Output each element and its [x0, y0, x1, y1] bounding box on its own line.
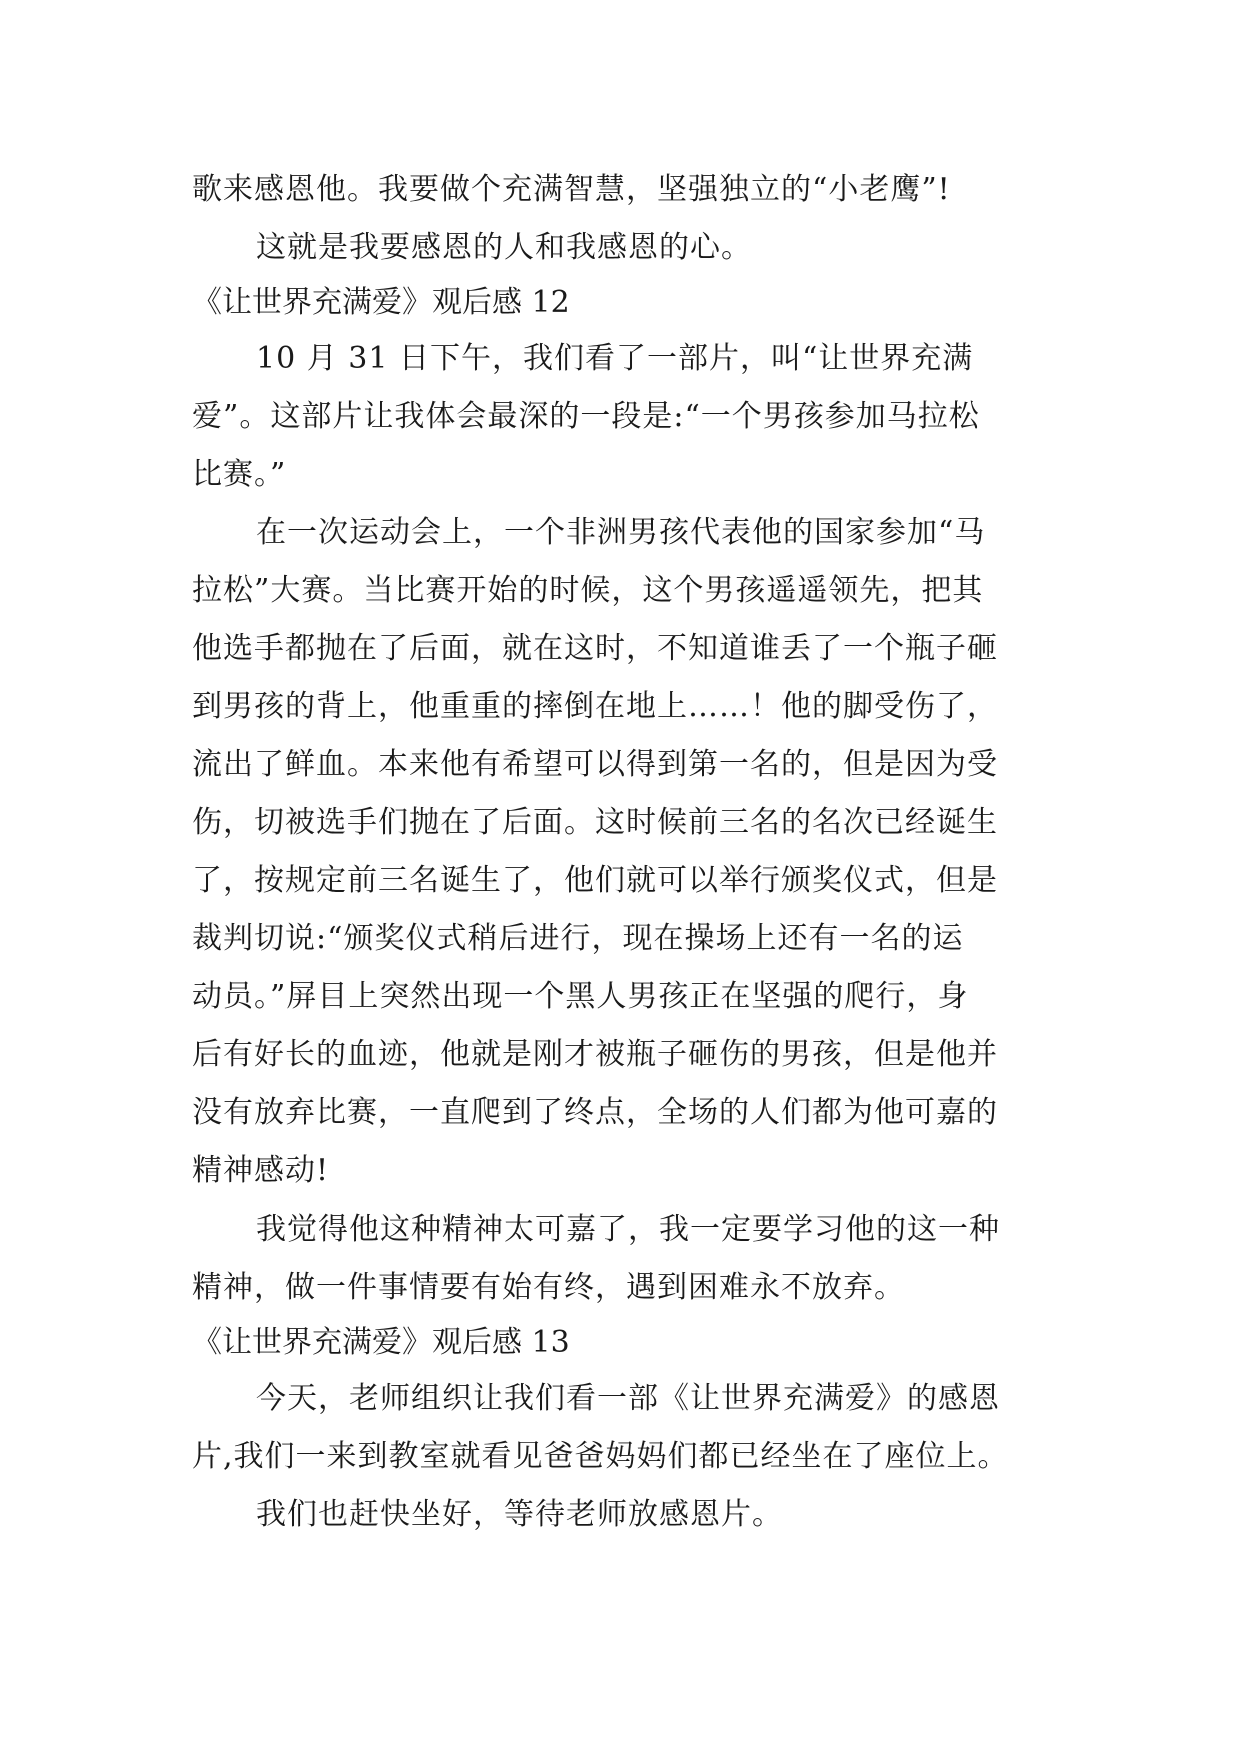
text-line: 他选手都抛在了后面，就在这时，不知道谁丢了一个瓶子砸 — [192, 631, 998, 666]
text-line: 今天，老师组织让我们看一部《让世界充满爱》的感恩 — [256, 1381, 1000, 1416]
text-line: 在一次运动会上，一个非洲男孩代表他的国家参加“马 — [256, 515, 986, 550]
text-line: 裁判切说:“颁奖仪式稍后进行，现在操场上还有一名的运 — [192, 921, 964, 956]
text-line: 歌来感恩他。我要做个充满智慧，坚强独立的“小老鹰”! — [192, 172, 951, 207]
text-line: 流出了鲜血。本来他有希望可以得到第一名的，但是因为受 — [192, 747, 998, 782]
text-line: 到男孩的背上，他重重的摔倒在地上……！他的脚受伤了， — [192, 689, 998, 724]
text-line: 这就是我要感恩的人和我感恩的心。 — [256, 230, 752, 265]
text-line: 我觉得他这种精神太可嘉了，我一定要学习他的这一种 — [256, 1212, 1000, 1247]
text-line: 比赛。” — [192, 457, 287, 492]
text-line: 动员。”屏目上突然出现一个黑人男孩正在坚强的爬行，身 — [192, 979, 969, 1014]
section-heading-13: 《让世界充满爱》观后感 13 — [192, 1325, 570, 1360]
text-line: 精神，做一件事情要有始有终，遇到困难永不放弃。 — [192, 1270, 905, 1305]
text-line: 后有好长的血迹，他就是刚才被瓶子砸伤的男孩，但是他并 — [192, 1037, 998, 1072]
text-line: 了，按规定前三名诞生了，他们就可以举行颁奖仪式，但是 — [192, 863, 998, 898]
text-line: 精神感动! — [192, 1153, 330, 1188]
text-line: 拉松”大赛。当比赛开始的时候，这个男孩遥遥领先，把其 — [192, 573, 984, 608]
text-line: 我们也赶快坐好，等待老师放感恩片。 — [256, 1497, 783, 1532]
text-line: 10 月 31 日下午，我们看了一部片，叫“让世界充满 — [256, 341, 974, 376]
text-line: 爱”。这部片让我体会最深的一段是:“一个男孩参加马拉松 — [192, 399, 980, 434]
section-heading-12: 《让世界充满爱》观后感 12 — [192, 285, 570, 320]
text-line: 没有放弃比赛，一直爬到了终点，全场的人们都为他可嘉的 — [192, 1095, 998, 1130]
text-line: 伤，切被选手们抛在了后面。这时候前三名的名次已经诞生 — [192, 805, 998, 840]
text-line: 片,我们一来到教室就看见爸爸妈妈们都已经坐在了座位上。 — [192, 1439, 1009, 1474]
